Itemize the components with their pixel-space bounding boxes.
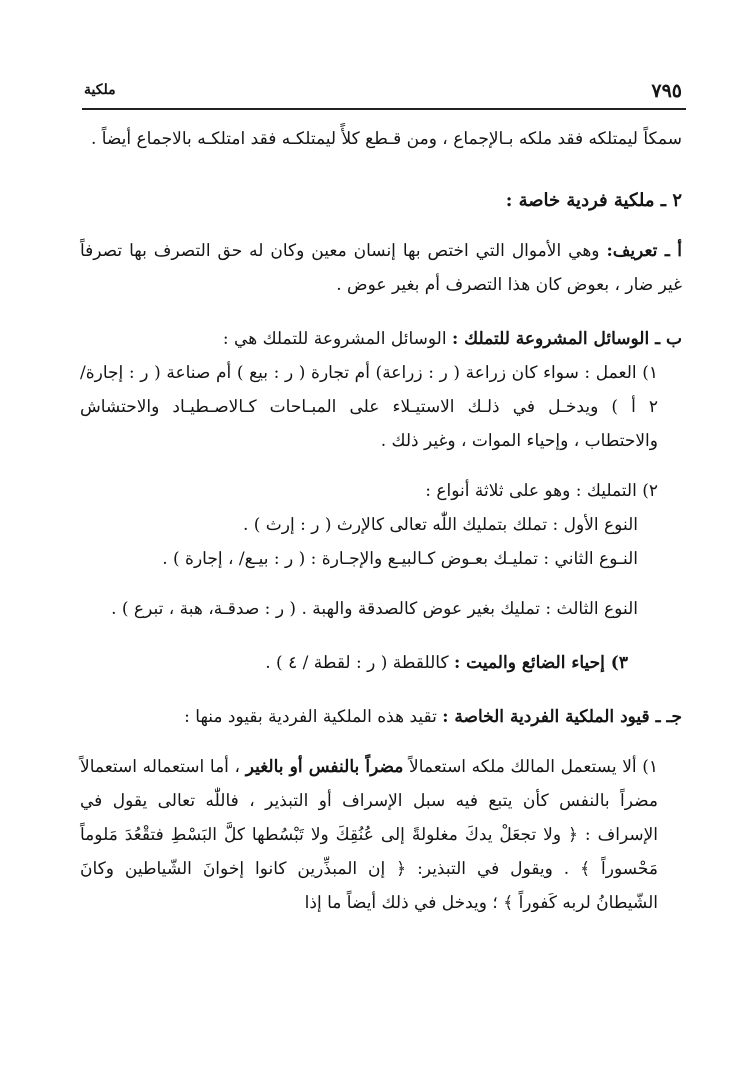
section-2-heading: ٢ ـ ملكية فردية خاصة : [505, 190, 682, 211]
item-2-type-2: النـوع الثاني : تمليـك بعـوض كـالبيـع والإجـارة : ( ر : بيـع/ ، إجارة ) . [162, 549, 638, 569]
page-body [80, 122, 682, 920]
definition-paragraph [80, 234, 682, 302]
means-text: الوسائل المشروعة للتملك هي : [222, 329, 447, 349]
item-2-type-1: النوع الأول : تملك بتمليك اللّٰه تعالى كالإرث ( ر : إرث ) . [242, 515, 638, 535]
page-number: ٧٩٥ [651, 80, 682, 102]
continuation-paragraph: سمكاً ليمتلكه فقد ملكه بـالإجماع ، ومن قـطع كلأً ليمتلكـه فقد امتلكـه بالاجماع أيضاً . [90, 129, 682, 149]
item-1-work: ١) العمل : سواء كان زراعة ( ر : زراعة) أم تجارة ( ر : بيع ) أم صناعة ( ر : إجارة/ ٢ أ ) ويدخـل في ذلـك الاستيـلاء على المبـاحات كـالاصـطيـاد والاحتشاش والاحتطاب ، وإحياء الموات ، وغير ذلك . [80, 363, 658, 451]
means-label: ب ـ الوسائل المشروعة للتملك : [451, 329, 682, 349]
running-title: ملكية [84, 82, 116, 98]
restriction-1 [80, 750, 682, 920]
item-3-label: ٣) إحياء الضائع والميت : [453, 653, 628, 673]
header-rule [82, 108, 686, 110]
means-heading [80, 322, 682, 356]
restriction-1-lead: ١) ألا يستعمل المالك ملكه استعمالاً [409, 757, 659, 777]
restriction-1-bold: مضراً بالنفس أو بالغير [245, 757, 404, 777]
restrictions-label: جـ ـ قيود الملكية الفردية الخاصة : [442, 707, 682, 727]
definition-label: أ ـ تعريف: [606, 241, 682, 261]
item-2-type-3: النوع الثالث : تمليك بغير عوض كالصدقة والهبة . ( ر : صدقـة، هبة ، تبرع ) . [111, 599, 638, 619]
item-3-text: كاللقطة ( ر : لقطة / ٤ ) . [265, 653, 449, 673]
definition-text: وهي الأموال التي اختص بها إنسان معين وكان له حق التصرف بها تصرفاً غير ضار ، بعوض كان هذا التصرف أم بغير عوض . [80, 241, 682, 295]
restrictions-text: تقيد هذه الملكية الفردية بقيود منها : [184, 707, 437, 727]
restriction-1-text: ، أما استعماله استعمالاً مضراً بالنفس كأن يتبع فيه سبل الإسراف أو التبذير ، فاللّٰه تعالى يقول في الإسراف : ﴿ ولا تجعَلْ يدكَ مغلولةً إلى عُنُقِكَ ولا تَبْسُطها كلَّ البَسْطِ فتقْعُدَ مَلوماً مَحْسوراً ﴾ . ويقول في التبذير: ﴿ إن المبذِّرين كانوا إخوانَ الشّياطين وكانَ الشّيطانُ لربه كَفوراً ﴾ ؛ ويدخل في ذلك أيضاً ما إذا [80, 757, 658, 913]
item-2-ownership: ٢) التمليك : وهو على ثلاثة أنواع : [425, 481, 658, 501]
restrictions-heading [80, 700, 682, 734]
item-3-reviving [80, 646, 682, 680]
